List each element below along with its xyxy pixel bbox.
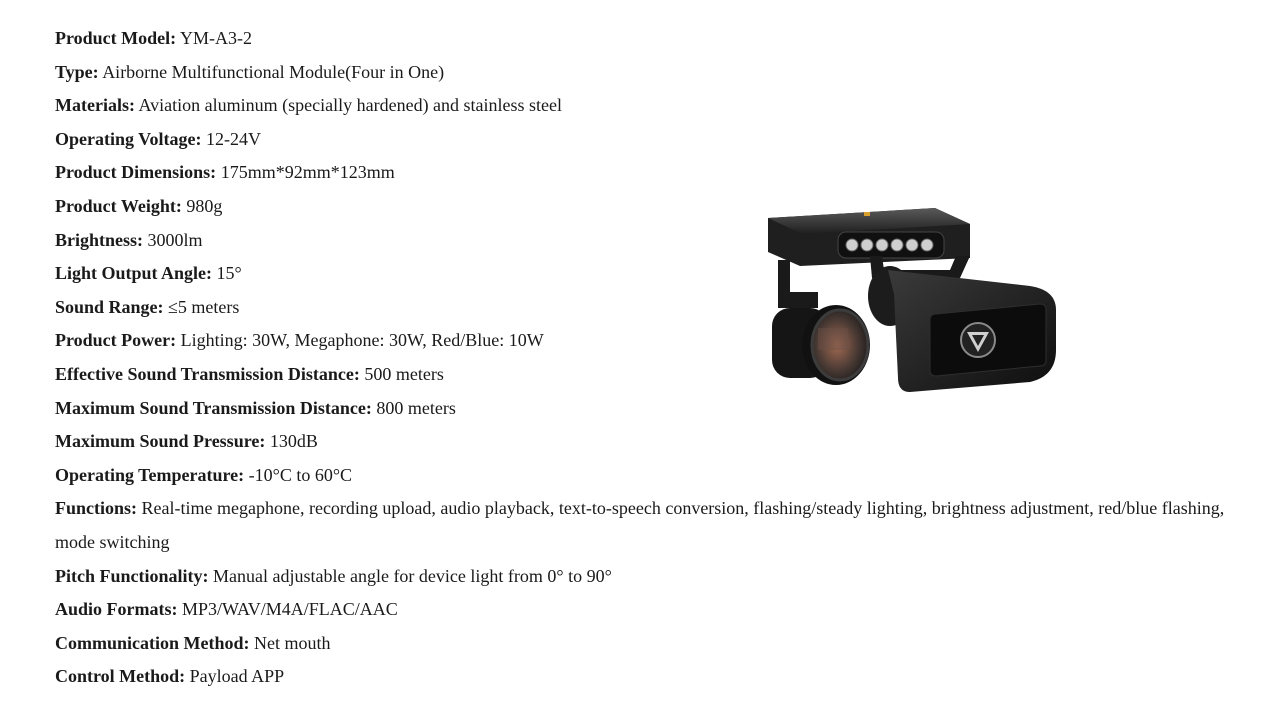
- spec-value: 130dB: [269, 431, 318, 452]
- spec-value: 175mm*92mm*123mm: [220, 162, 395, 183]
- spec-label: Product Weight:: [55, 195, 182, 216]
- spec-label: Brightness:: [55, 229, 144, 250]
- spec-row-type: [55, 56, 1225, 90]
- spec-label: Materials:: [55, 95, 135, 116]
- spec-value: 15°: [216, 263, 242, 284]
- spec-value: 12-24V: [206, 128, 261, 149]
- spec-value: 3000lm: [147, 229, 203, 250]
- spec-value: 980g: [186, 195, 223, 216]
- spec-row-operating-voltage: [55, 123, 1225, 157]
- spec-label: Effective Sound Transmission Distance:: [55, 363, 360, 384]
- spec-row-pitch-functionality: [55, 560, 1225, 594]
- spec-row-product-dimensions: [55, 156, 1225, 190]
- spec-value: Net mouth: [254, 632, 331, 653]
- spec-label: Functions:: [55, 498, 138, 519]
- spec-value: Payload APP: [189, 666, 285, 687]
- spec-label: Light Output Angle:: [55, 263, 213, 284]
- spec-row-audio-formats: [55, 593, 1225, 627]
- spec-value: Manual adjustable angle for device light from 0° to 90°: [213, 565, 612, 586]
- spec-row-control-method: [55, 660, 1225, 694]
- spec-value: YM-A3-2: [180, 28, 252, 48]
- spec-label: Communication Method:: [55, 632, 250, 653]
- spec-label: Product Model:: [55, 28, 177, 48]
- spec-label: Audio Formats:: [55, 599, 178, 620]
- product-photo-icon: [760, 200, 1070, 400]
- spec-row-materials: [55, 89, 1225, 123]
- spec-label: Product Dimensions:: [55, 162, 217, 183]
- spec-row-functions: [55, 492, 1225, 559]
- spec-row-communication-method: [55, 627, 1225, 661]
- spec-label: Type:: [55, 61, 99, 82]
- spec-label: Pitch Functionality:: [55, 565, 209, 586]
- spec-value: Real-time megaphone, recording upload, audio playback, text-to-speech conversion, flashing/steady lighting, brightness adjustment, red/blue flashing, mode switching: [55, 498, 1225, 552]
- spec-value: MP3/WAV/M4A/FLAC/AAC: [182, 599, 398, 620]
- spec-label: Control Method:: [55, 666, 186, 687]
- spec-value: -10°C to 60°C: [248, 464, 353, 485]
- spec-value: Lighting: 30W, Megaphone: 30W, Red/Blue: 10W: [180, 330, 544, 351]
- spec-value: Airborne Multifunctional Module(Four in One): [102, 61, 445, 82]
- spec-row-maximum-sound-pressure: [55, 425, 1225, 459]
- spec-label: Operating Voltage:: [55, 128, 202, 149]
- spec-label: Operating Temperature:: [55, 464, 245, 485]
- spec-value: Aviation aluminum (specially hardened) and stainless steel: [138, 95, 563, 116]
- product-photo: [760, 200, 1070, 400]
- spec-value: 800 meters: [376, 397, 456, 418]
- spec-value: ≤5 meters: [168, 296, 240, 317]
- spec-value: 500 meters: [364, 363, 444, 384]
- spec-row-operating-temperature: [55, 459, 1225, 493]
- spec-row-product-model: [55, 22, 1225, 56]
- spec-label: Sound Range:: [55, 296, 164, 317]
- spec-label: Product Power:: [55, 330, 177, 351]
- spec-label: Maximum Sound Transmission Distance:: [55, 397, 372, 418]
- spec-label: Maximum Sound Pressure:: [55, 431, 266, 452]
